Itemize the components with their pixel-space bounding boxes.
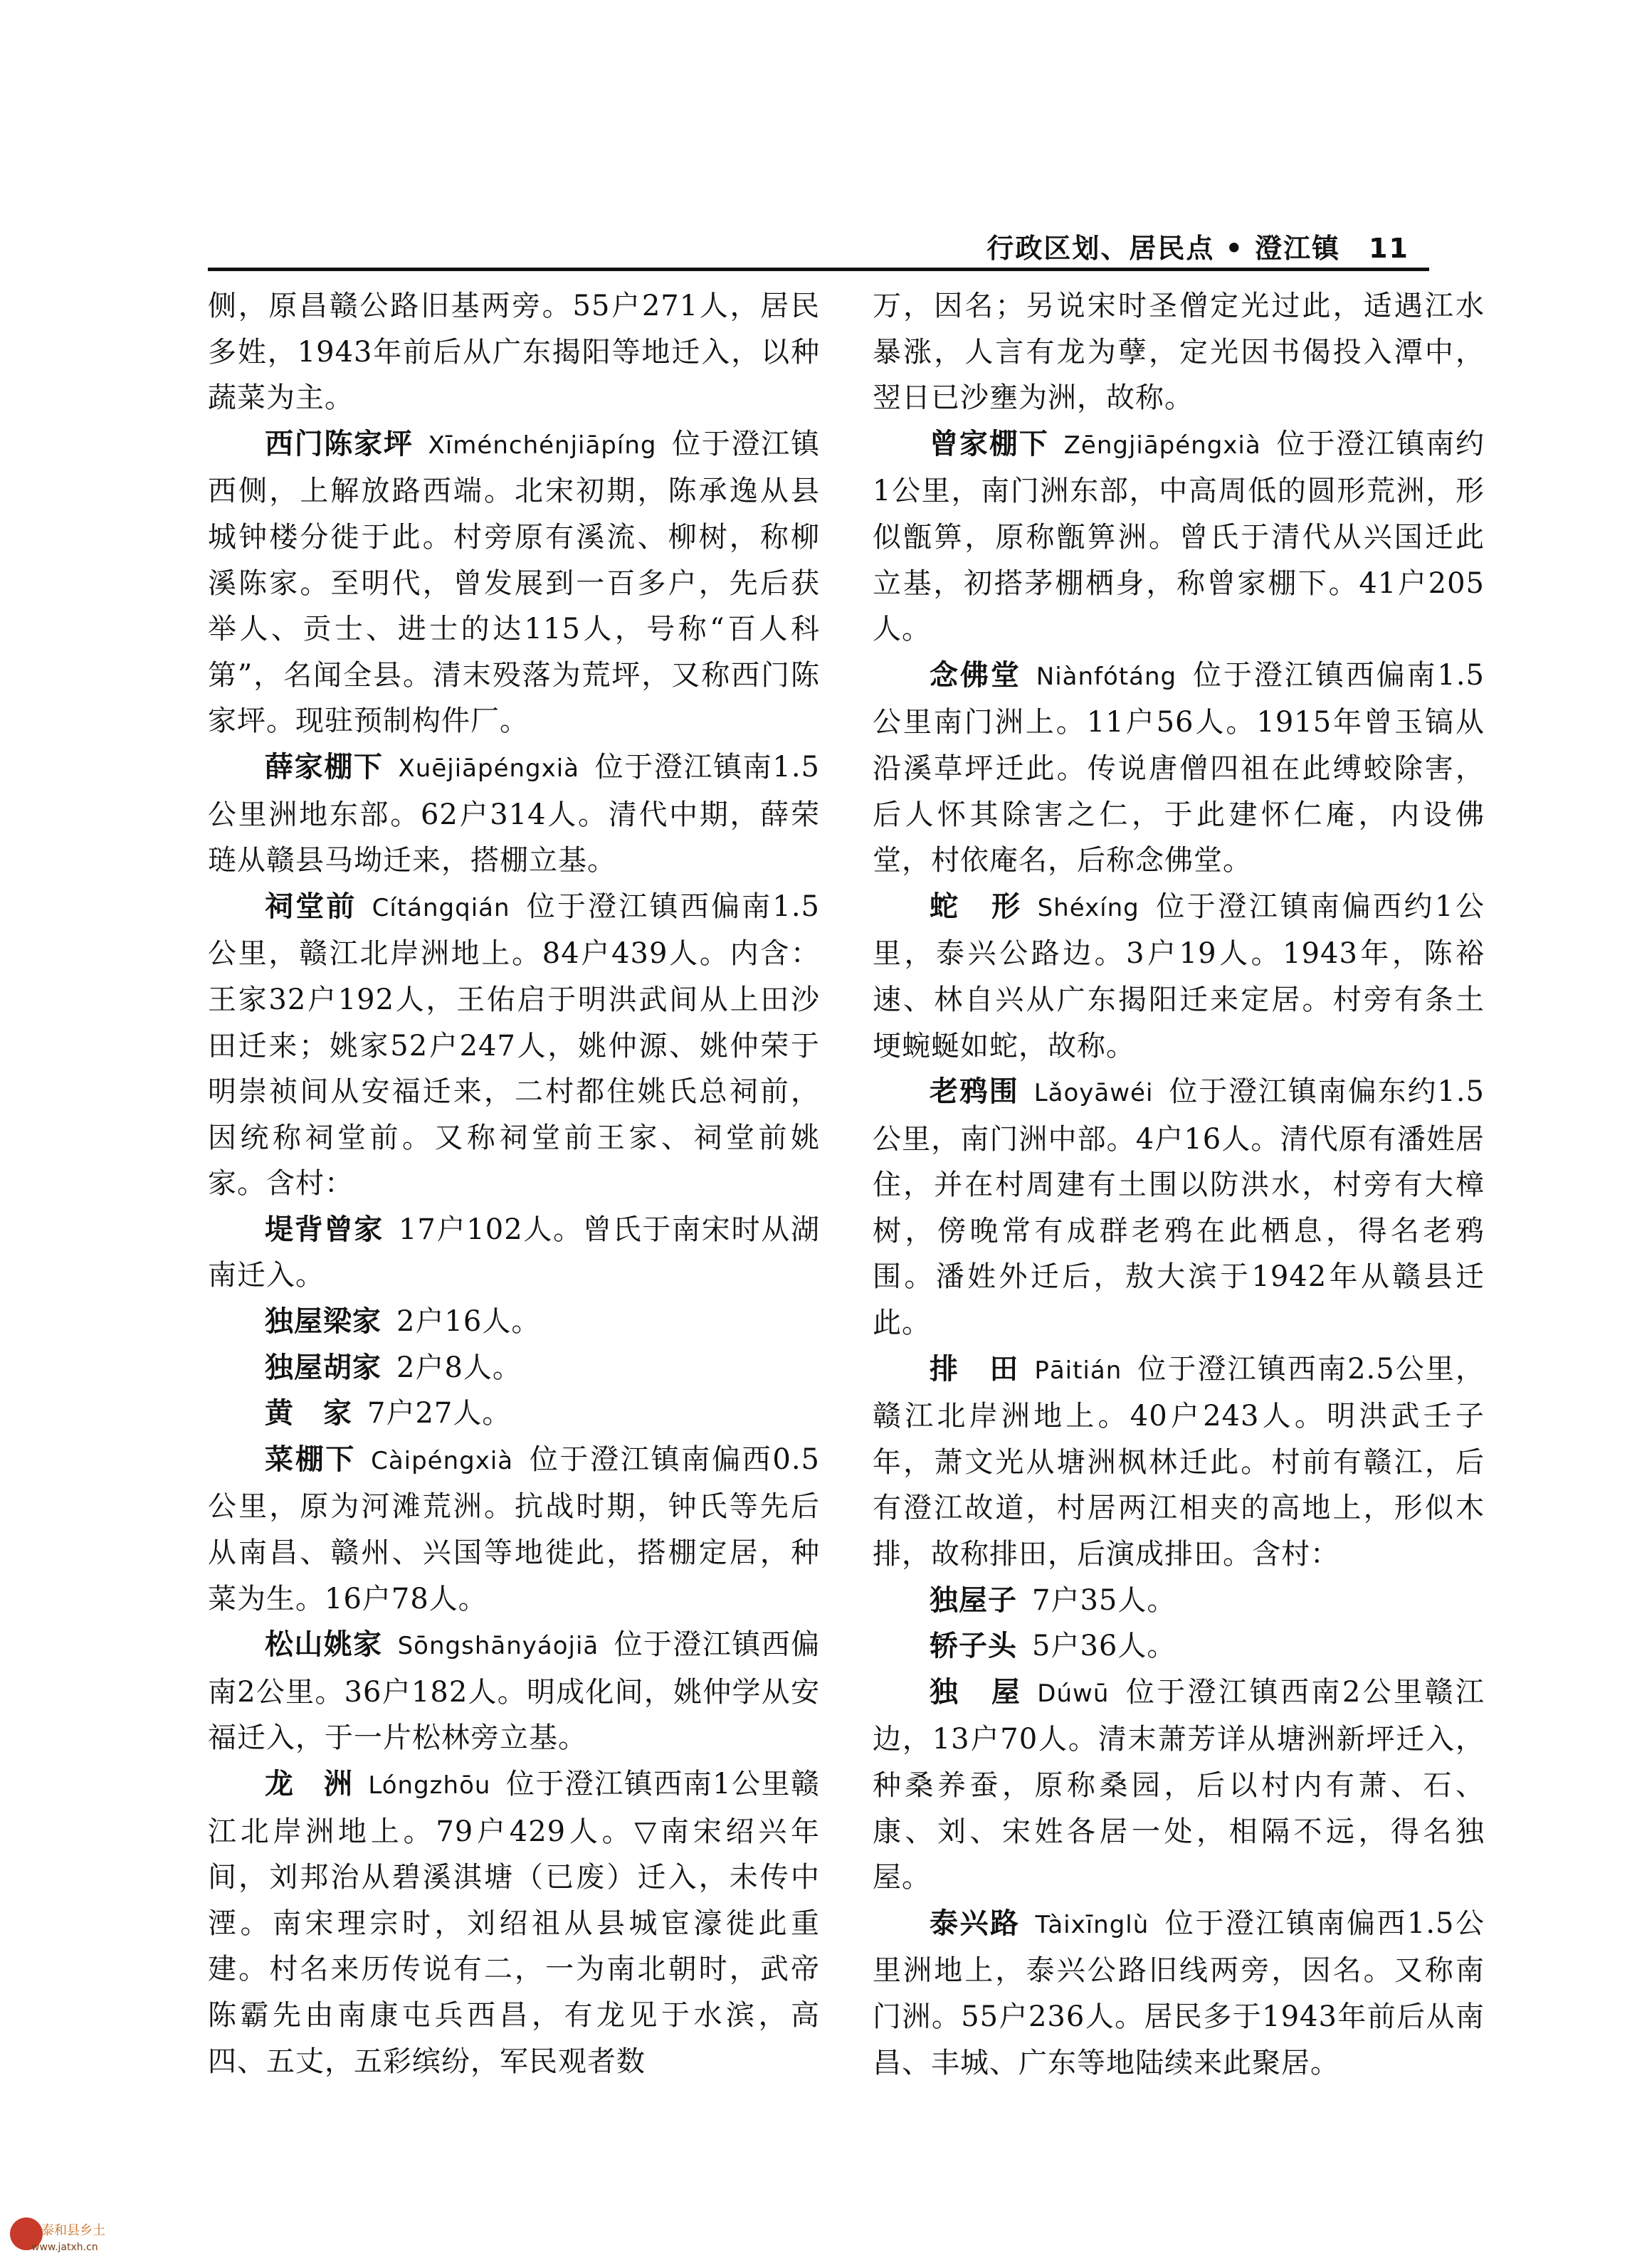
header-rule (208, 268, 1429, 271)
place-entry (208, 744, 820, 884)
continued-paragraph (208, 283, 820, 421)
place-name: 菜棚下 (265, 1442, 357, 1476)
place-entry (208, 884, 820, 1207)
place-name: 黄 家 (265, 1397, 352, 1430)
entry-text: 位于澄江镇西偏南1.5公里，赣江北岸洲地上。84户439人。内含：王家32户192人，王佑启于明洪武间从上田沙田迁来；姚家52户247人，姚仲源、姚仲荣于明崇祯间从安福迁来，二村都住姚氏总祠前，因统称祠堂前。又称祠堂前王家、祠堂前姚家。含村： (208, 890, 820, 1201)
entry-text: 位于澄江镇南1.5公里洲地东部。62户314人。清代中期，薛荣琏从赣县马坳迁来，搭棚立基。 (208, 750, 820, 877)
entry-text: 位于澄江镇南约1公里，南门洲东部，中高周低的圆形荒洲，形似甑箅，原称甑箅洲。曾氏于清代从兴国迁此立基，初搭茅棚栖身，称曾家棚下。41户205人。 (873, 427, 1485, 646)
watermark-text: 泰和县乡土 (41, 2223, 105, 2238)
watermark (0, 2213, 105, 2263)
place-name: 轿子头 (930, 1630, 1017, 1663)
place-name: 蛇 形 (930, 890, 1023, 923)
place-name: 独 屋 (930, 1675, 1023, 1709)
place-pinyin: Shéxíng (1037, 893, 1139, 922)
place-name: 薛家棚下 (265, 750, 384, 784)
watermark-url: www.jatxh.cn (31, 2242, 98, 2253)
place-name: 老鸦围 (930, 1075, 1019, 1109)
place-name: 堤背曾家 (265, 1213, 384, 1246)
running-header: 行政区划、居民点 • 澄江镇 11 (986, 233, 1409, 264)
entry-text: 5户36人。 (1032, 1630, 1177, 1663)
sub-entry (208, 1299, 820, 1345)
place-name: 念佛堂 (930, 658, 1021, 692)
entry-text: 位于澄江镇西南1公里赣江北岸洲地上。79户429人。▽南宋绍兴年间，刘邦治从碧溪淇塘（已废）迁入，未传中湮。南宋理宗时，刘绍祖从县城宦濠徙此重建。村名来历传说有二，一为南北朝时，武帝陈霸先由南康屯兵西昌，有龙见于水滨，高四、五丈，五彩缤纷，军民观者数 (208, 1768, 821, 2078)
entry-text: 侧，原昌赣公路旧基两旁。55户271人，居民多姓，1943年前后从广东揭阳等地迁入，以种蔬菜为主。 (208, 290, 820, 415)
place-entry (873, 1346, 1485, 1578)
entry-text: 2户16人。 (396, 1305, 541, 1339)
place-entry (208, 1437, 820, 1622)
place-name: 泰兴路 (930, 1906, 1021, 1940)
place-pinyin: Lǎoyāwéi (1033, 1079, 1154, 1108)
entry-text: 位于澄江镇南偏西0.5公里，原为河滩荒洲。抗战时期，钟氏等先后从南昌、赣州、兴国等地徙此，搭棚定居，种菜为生。16户78人。 (208, 1442, 820, 1615)
place-name: 龙 洲 (265, 1768, 354, 1800)
place-name: 独屋子 (930, 1583, 1017, 1617)
place-entry (208, 421, 820, 744)
place-pinyin: Càipéngxià (371, 1446, 514, 1475)
right-column (873, 283, 1485, 2086)
place-entry (873, 884, 1485, 1069)
entry-text: 位于澄江镇南偏东约1.5公里，南门洲中部。4户16人。清代原有潘姓居住，并在村周建有土围以防洪水，村旁有大樟树，傍晚常有成群老鸦在此栖息，得名老鸦围。潘姓外迁后，敖大滨于1942年从赣县迁此。 (873, 1075, 1485, 1340)
place-entry (873, 1670, 1485, 1901)
entry-text: 位于澄江镇西偏南1.5公里南门洲上。11户56人。1915年曾玉镐从沿溪草坪迁此。传说唐僧四祖在此缚蛟除害，后人怀其除害之仁，于此建怀仁庵，内设佛堂，村依庵名，后称念佛堂。 (873, 658, 1485, 877)
place-name: 独屋梁家 (265, 1305, 381, 1339)
entry-text: 位于澄江镇西侧，上解放路西端。北宋初期，陈承逸从县城钟楼分徙于此。村旁原有溪流、柳树，称柳溪陈家。至明代，曾发展到一百多户，先后获举人、贡士、进士的达115人，号称“百人科第”，名闻全县。清末殁落为荒坪，又称西门陈家坪。现驻预制构件厂。 (208, 427, 821, 738)
place-entry (873, 1901, 1485, 2086)
place-name: 曾家棚下 (930, 427, 1049, 460)
entry-text: 万，因名；另说宋时圣僧定光过此，适遇江水暴涨，人言有龙为孽，定光因书偈投入潭中，翌日已沙壅为洲，故称。 (873, 290, 1485, 415)
place-name: 西门陈家坪 (265, 427, 414, 460)
place-pinyin: Tàixīnglù (1035, 1910, 1149, 1939)
place-pinyin: Xīménchénjiāpíng (428, 431, 657, 460)
place-pinyin: Lóngzhōu (368, 1771, 491, 1800)
place-pinyin: Pāitián (1034, 1356, 1122, 1385)
entry-text: 位于澄江镇南偏西1.5公里洲地上，泰兴公路旧线两旁，因名。又称南门洲。55户236人。居民多于1943年前后从南昌、丰城、广东等地陆续来此聚居。 (873, 1906, 1485, 2079)
place-pinyin: Zēngjiāpéngxià (1063, 431, 1261, 460)
sub-entry (873, 1578, 1485, 1624)
entry-text: 位于澄江镇西偏南2公里。36户182人。明成化间，姚仲学从安福迁入，于一片松林旁立基。 (208, 1628, 821, 1755)
left-column (208, 283, 820, 2084)
continued-paragraph (873, 283, 1485, 421)
place-entry (873, 421, 1485, 653)
entry-text: 17户102人。曾氏于南宋时从湖南迁入。 (208, 1213, 820, 1292)
place-name: 排 田 (930, 1352, 1020, 1386)
place-pinyin: Cítángqián (372, 893, 510, 922)
place-name: 祠堂前 (265, 890, 357, 923)
sub-entry (873, 1623, 1485, 1670)
place-entry (208, 1622, 820, 1761)
sub-entry (208, 1207, 820, 1299)
place-pinyin: Dúwū (1037, 1679, 1110, 1708)
place-pinyin: Niànfótáng (1036, 662, 1177, 691)
place-pinyin: Sōngshānyáojiā (397, 1632, 599, 1661)
sub-entry (208, 1345, 820, 1391)
entry-text: 7户35人。 (1032, 1583, 1177, 1617)
sub-entry (208, 1391, 820, 1437)
entry-text: 7户27人。 (367, 1397, 512, 1430)
entry-text: 2户8人。 (396, 1351, 522, 1384)
place-name: 独屋胡家 (265, 1351, 381, 1384)
entry-text: 位于澄江镇西南2公里赣江边，13户70人。清末萧芳详从塘洲新坪迁入，种桑养蚕，原称桑园，后以村内有萧、石、康、刘、宋姓各居一处，相隔不远，得名独屋。 (873, 1675, 1485, 1894)
place-pinyin: Xuējiāpéngxià (398, 754, 580, 783)
entry-text: 位于澄江镇南偏西约1公里，泰兴公路边。3户19人。1943年，陈裕速、林自兴从广东揭阳迁来定居。村旁有条土埂蜿蜒如蛇，故称。 (873, 890, 1485, 1062)
place-entry (208, 1761, 820, 2084)
entry-text: 位于澄江镇西南2.5公里，赣江北岸洲地上。40户243人。明洪武壬子年，萧文光从塘洲枫林迁此。村前有赣江，后有澄江故道，村居两江相夹的高地上，形似木排，故称排田，后演成排田。含村： (873, 1352, 1485, 1571)
place-name: 松山姚家 (265, 1628, 383, 1662)
place-entry (873, 653, 1485, 884)
place-entry (873, 1069, 1485, 1346)
